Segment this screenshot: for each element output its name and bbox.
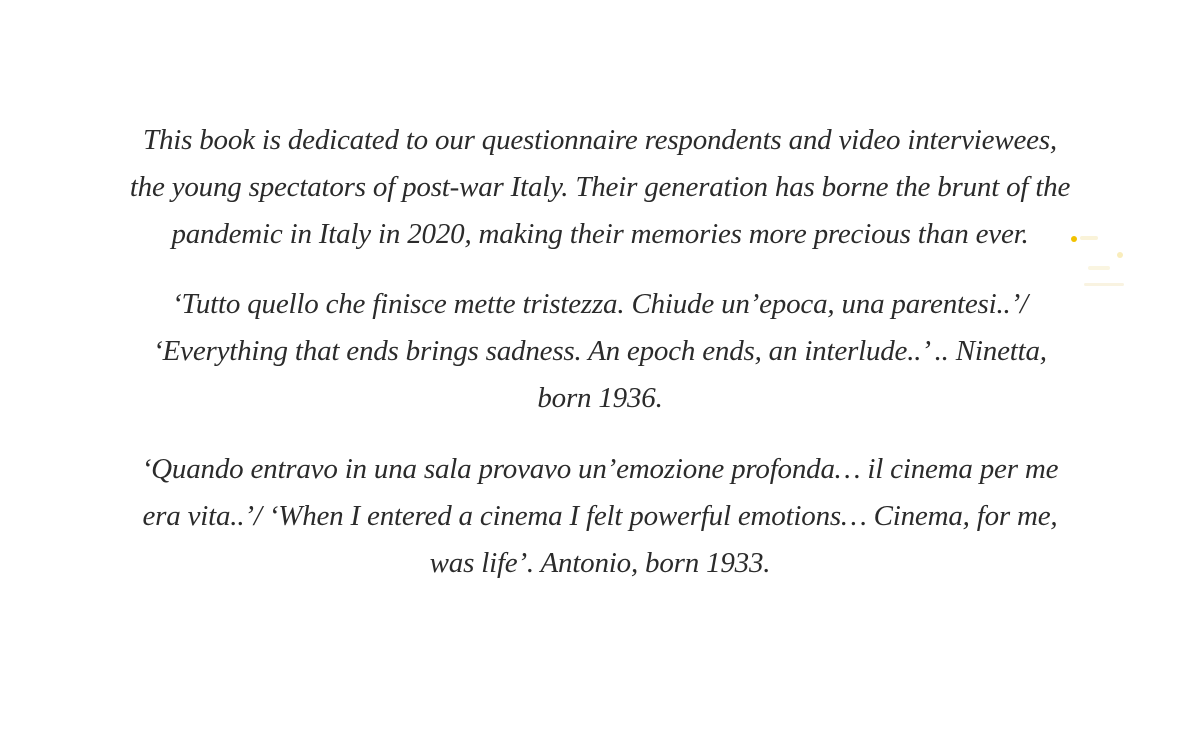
- quote-line: era vita..’/ ‘When I entered a cinema I felt powerful emotions… Cinema, for me,: [142, 500, 1058, 532]
- dedication-paragraph: [50, 117, 1150, 258]
- scan-artifact-smudge: [1088, 266, 1110, 270]
- quote-line: ‘Everything that ends brings sadness. An epoch ends, an interlude..’ .. Ninetta,: [153, 335, 1047, 367]
- dedication-line: This book is dedicated to our questionnaire respondents and video interviewees,: [143, 124, 1057, 156]
- scan-artifact-dot: [1117, 252, 1123, 258]
- dedication-line: pandemic in Italy in 2020, making their memories more precious than ever.: [171, 218, 1029, 250]
- dedication-line: the young spectators of post-war Italy. Their generation has borne the brunt of the: [129, 171, 1071, 203]
- quote-line: born 1936.: [537, 382, 663, 414]
- scan-artifact-smudge: [1084, 283, 1124, 286]
- quote-line: ‘Quando entravo in una sala provavo un’emozione profonda… il cinema per me: [141, 453, 1059, 485]
- quote-ninetta: [50, 281, 1150, 422]
- quote-antonio: [50, 446, 1150, 587]
- quote-line: ‘Tutto quello che finisce mette tristezza. Chiude un’epoca, una parentesi..’/: [172, 288, 1028, 320]
- scan-artifact-dot: [1071, 236, 1077, 242]
- quote-line: was life’. Antonio, born 1933.: [429, 547, 771, 579]
- scan-artifact-smudge: [1080, 236, 1098, 240]
